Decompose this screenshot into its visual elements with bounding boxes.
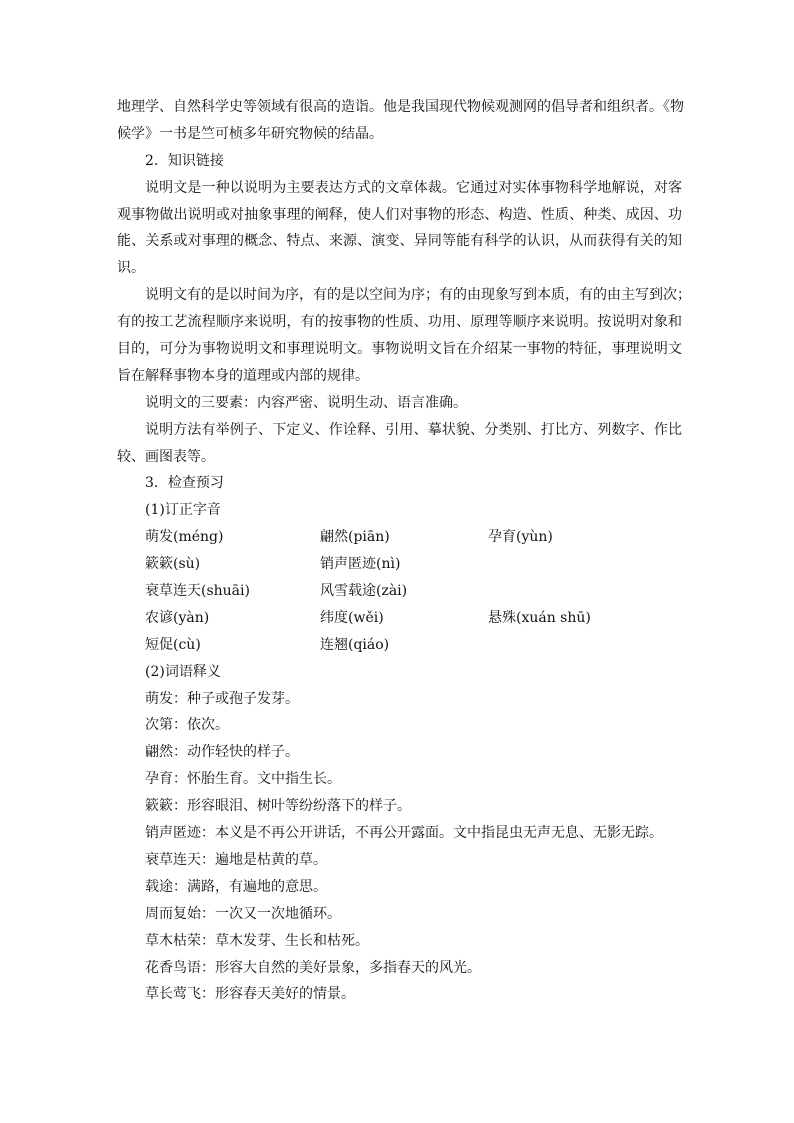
pronunciation-item: 悬殊(xuán shū): [488, 609, 591, 626]
paragraph-line: 识。: [117, 260, 145, 277]
pronunciation-item: 纬度(wěi): [320, 609, 384, 626]
subsection-heading: (2)词语释义: [145, 663, 221, 680]
pronunciation-item: 风雪载途(zài): [320, 583, 408, 600]
vocab-item: 翩然：动作轻快的样子。: [145, 744, 299, 761]
pronunciation-row: [117, 551, 682, 578]
paragraph-line: 目的，可分为事物说明文和事理说明文。事物说明文旨在介绍某一事物的特征，事理说明文: [117, 341, 682, 358]
vocab-item: 次第：依次。: [145, 717, 229, 734]
vocab-item: 衰草连天：遍地是枯黄的草。: [145, 851, 327, 868]
pronunciation-item: 翩然(piān): [320, 529, 390, 546]
vocab-item: 草长莺飞：形容春天美好的情景。: [145, 986, 355, 1003]
intro-line: 地理学、自然科学史等领域有很高的造诣。他是我国现代物候观测网的倡导者和组织者。《物: [117, 99, 684, 115]
paragraph-line: 旨在解释事物本身的道理或内部的规律。: [117, 367, 369, 384]
pronunciation-item: 簌簌(sù): [145, 556, 201, 573]
paragraph-line: 说明文的三要素：内容严密、说明生动、语言准确。: [145, 394, 467, 411]
intro-line: 候学》一书是竺可桢多年研究物候的结晶。: [117, 125, 383, 142]
section-heading: 2．知识链接: [145, 152, 224, 169]
pronunciation-item: 短促(cù): [145, 636, 201, 653]
pronunciation-item: 连翘(qiáo): [320, 636, 390, 653]
vocab-item: 周而复始：一次又一次地循环。: [145, 905, 341, 922]
pronunciation-item: 销声匿迹(nì): [320, 556, 401, 573]
paragraph-line: 说明文有的是以时间为序，有的是以空间为序；有的由现象写到本质，有的由主写到次；: [145, 287, 691, 304]
pronunciation-item: 农谚(yàn): [145, 609, 210, 626]
paragraph-line: 说明方法有举例子、下定义、作诠释、引用、摹状貌、分类别、打比方、列数字、作比: [145, 421, 682, 438]
pronunciation-row: [117, 578, 682, 605]
pronunciation-item: 萌发(méng): [145, 529, 224, 546]
vocab-item: 草木枯荣：草木发芽、生长和枯死。: [145, 932, 369, 949]
paragraph-line: 说明文是一种以说明为主要表达方式的文章体裁。它通过对实体事物科学地解说，对客: [145, 179, 682, 196]
vocab-item: 萌发：种子或孢子发芽。: [145, 690, 299, 707]
section-heading: 3．检查预习: [145, 475, 224, 492]
pronunciation-row: [117, 605, 682, 632]
vocab-item: 孕育：怀胎生育。文中指生长。: [145, 771, 341, 788]
pronunciation-item: 衰草连天(shuāi): [145, 583, 250, 600]
paragraph-line: 较、画图表等。: [117, 448, 215, 465]
document-page: [117, 94, 691, 1008]
vocab-item: 载途：满路，有遍地的意思。: [145, 878, 327, 895]
vocab-item: 销声匿迹：本义是不再公开讲话，不再公开露面。文中指昆虫无声无息、无影无踪。: [145, 825, 663, 842]
paragraph-line: 观事物做出说明或对抽象事理的阐释，使人们对事物的形态、构造、性质、种类、成因、功: [117, 206, 682, 223]
paragraph-line: 能、关系或对事理的概念、特点、来源、演变、异同等能有科学的认识，从而获得有关的知: [117, 233, 682, 250]
subsection-heading: (1)订正字音: [145, 502, 221, 519]
pronunciation-row: [117, 524, 682, 551]
paragraph-line: 有的按工艺流程顺序来说明，有的按事物的性质、功用、原理等顺序来说明。按说明对象和: [117, 314, 682, 331]
vocab-item: 花香鸟语：形容大自然的美好景象，多指春天的风光。: [145, 959, 481, 976]
pronunciation-item: 孕育(yùn): [488, 529, 553, 546]
pronunciation-row: [117, 632, 682, 659]
vocab-item: 簌簌：形容眼泪、树叶等纷纷落下的样子。: [145, 798, 411, 815]
